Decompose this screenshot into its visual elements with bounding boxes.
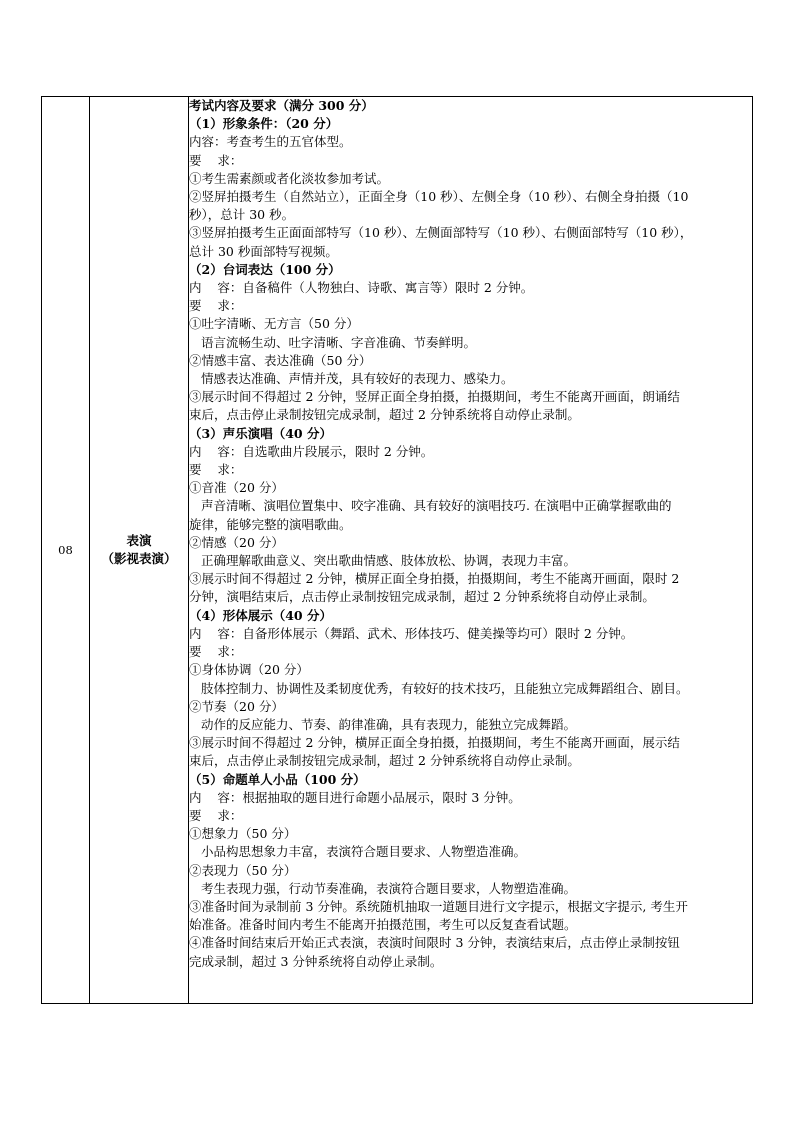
content-line: 秒），总计 30 秒。 (189, 207, 295, 223)
content-line: 内 容：自备形体展示（舞蹈、武术、形体技巧、健美操等均可）限时 2 分钟。 (189, 625, 634, 641)
content-line: 肢体控制力、协调性及柔韧度优秀，有较好的技术技巧，且能独立完成舞蹈组合、剧目。 (201, 680, 689, 696)
content-line: 小品构思想象力丰富，表演符合题目要求、人物塑造准确。 (201, 844, 527, 860)
content-line: 动作的反应能力、节奏、韵律准确，具有表现力，能独立完成舞蹈。 (201, 716, 577, 732)
subject-name: 表演 (126, 533, 152, 548)
content-line: ②情感（20 分） (189, 534, 284, 550)
section-heading: （4）形体展示（40 分） (189, 607, 332, 623)
content-line: ①考生需素颜或者化淡妆参加考试。 (189, 170, 390, 186)
subject-subtitle: （影视表演） (101, 551, 177, 566)
content-line: ③展示时间不得超过 2 分钟，横屏正面全身拍摄，拍摄期间，考生不能离开画面，展示结 (189, 735, 680, 751)
content-line: 正确理解歌曲意义、突出歌曲情感、肢体放松、协调，表现力丰富。 (201, 553, 577, 569)
content-line: ③展示时间不得超过 2 分钟，竖屏正面全身拍摄，拍摄期间，考生不能离开画面，朗诵结 (189, 389, 680, 405)
content-line: 语言流畅生动、吐字清晰、字音准确、节奏鲜明。 (201, 334, 477, 350)
content-line: 要 求： (189, 298, 243, 314)
content-line: 始准备。准备时间内考生不能离开拍摄范围，考生可以反复查看试题。 (189, 917, 577, 933)
content-line: 声音清晰、演唱位置集中、咬字准确、具有较好的演唱技巧. 在演唱中正确掌握歌曲的 (201, 498, 672, 514)
content-line: 要 求： (189, 152, 243, 168)
content-line: 考生表现力强，行动节奏准确，表演符合题目要求，人物塑造准确。 (201, 880, 577, 896)
content-line: ②竖屏拍摄考生（自然站立），正面全身（10 秒）、左侧全身（10 秒）、右侧全身拍摄（10 (189, 189, 689, 205)
content-line: 要 求： (189, 807, 243, 823)
content-line: 束后，点击停止录制按钮完成录制，超过 2 分钟系统将自动停止录制。 (189, 753, 580, 769)
content-line: 内 容：自备稿件（人物独白、诗歌、寓言等）限时 2 分钟。 (189, 280, 534, 296)
content-line: 束后，点击停止录制按钮完成录制，超过 2 分钟系统将自动停止录制。 (189, 407, 580, 423)
content-line: 分钟，演唱结束后，点击停止录制按钮完成录制，超过 2 分钟系统将自动停止录制。 (189, 589, 655, 605)
section-heading: （1）形象条件：（20 分） (189, 116, 339, 132)
content-line: ②节奏（20 分） (189, 698, 284, 714)
content-line: 要 求： (189, 644, 243, 660)
content-line: 内 容：根据抽取的题目进行命题小品展示，限时 3 分钟。 (189, 789, 521, 805)
content-line: 旋律，能够完整的演唱歌曲。 (189, 516, 352, 532)
section-heading: （5）命题单人小品（100 分） (189, 771, 366, 787)
content-line: 要 求： (189, 462, 243, 478)
table-row (42, 97, 753, 1004)
content-line: ②情感丰富、表达准确（50 分） (189, 352, 372, 368)
content-line: ③展示时间不得超过 2 分钟，横屏正面全身拍摄，拍摄期间，考生不能离开画面，限时 2 (189, 571, 680, 587)
section-heading: 考试内容及要求（满分 300 分） (189, 98, 374, 113)
content-line: ①想象力（50 分） (189, 826, 297, 842)
content-line: 内容：考查考生的五官体型。 (189, 134, 352, 150)
content-line: 总计 30 秒面部特写视频。 (189, 243, 338, 259)
content-line: ③准备时间为录制前 3 分钟。系统随机抽取一道题目进行文字提示，根据文字提示, 考生开 (189, 898, 688, 914)
content-line: ①吐字清晰、无方言（50 分） (189, 316, 359, 332)
content-line: 情感表达准确、声情并茂，具有较好的表现力、感染力。 (201, 371, 514, 387)
content-line: 完成录制，超过 3 分钟系统将自动停止录制。 (189, 953, 443, 969)
content-cell (189, 97, 753, 1004)
content-line: ①身体协调（20 分） (189, 662, 309, 678)
content-line: ①音准（20 分） (189, 480, 284, 496)
exam-table (41, 96, 753, 1004)
row-number: 08 (42, 97, 90, 1004)
content-lines (189, 97, 752, 971)
content-line: 内 容：自选歌曲片段展示，限时 2 分钟。 (189, 443, 434, 459)
section-heading: （2）台词表达（100 分） (189, 261, 341, 277)
section-heading: （3）声乐演唱（40 分） (189, 425, 332, 441)
content-line: ②表现力（50 分） (189, 862, 297, 878)
content-line: ③竖屏拍摄考生正面面部特写（10 秒）、左侧面部特写（10 秒）、右侧面部特写（10 秒）， (189, 225, 693, 241)
content-line: ④准备时间结束后开始正式表演，表演时间限时 3 分钟，表演结束后，点击停止录制按钮 (189, 935, 680, 951)
subject-cell (90, 97, 189, 1004)
